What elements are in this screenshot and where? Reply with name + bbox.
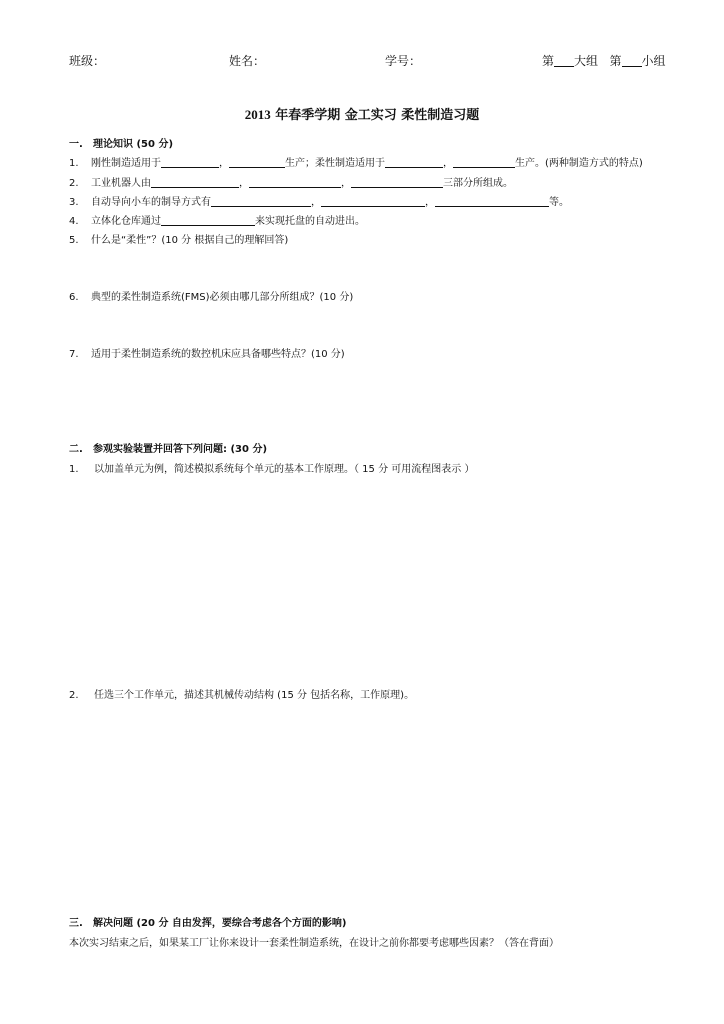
question-2-2: 2. 任选三个工作单元，描述其机械传动结构 (15 分 包括名称，工作原理)。 <box>69 690 415 701</box>
group-label <box>542 52 666 69</box>
name-label: 姓名： <box>229 54 266 68</box>
answer-blank[interactable] <box>385 156 443 168</box>
question-1-1: 1. 刚性制造适用于 ， 生产；柔性制造适用于 ， 生产。(两种制造方式的特点) <box>69 158 643 169</box>
answer-blank[interactable] <box>161 156 219 168</box>
section-2-heading: 二. 参观实验装置并回答下列问题: (30 分) <box>69 444 268 455</box>
group-small-suffix: 小组 <box>641 54 666 68</box>
group-big-prefix: 第 <box>542 54 555 68</box>
section-3-question: 本次实习结束之后，如果某工厂让你来设计一套柔性制造系统，在设计之前你都要考虑哪些因素？（答在背面） <box>69 938 559 949</box>
title-year: 2013 <box>244 107 271 122</box>
group-small-prefix: 第 <box>609 54 622 68</box>
section-1-heading: 一. 理论知识 (50 分) <box>69 139 174 150</box>
answer-blank[interactable] <box>321 195 425 207</box>
class-label: 班级： <box>69 54 106 68</box>
answer-blank[interactable] <box>229 156 285 168</box>
page-title <box>0 104 724 123</box>
answer-blank[interactable] <box>435 195 549 207</box>
answer-blank[interactable] <box>161 214 255 226</box>
question-1-6: 6. 典型的柔性制造系统(FMS)必须由哪几部分所组成？(10 分) <box>69 292 354 303</box>
question-1-5: 5. 什么是“柔性”？(10 分 根据自己的理解回答) <box>69 235 289 246</box>
answer-blank[interactable] <box>249 176 341 188</box>
group-big-blank[interactable] <box>554 54 574 67</box>
question-1-2: 2. 工业机器人由 ， ， 三部分所组成。 <box>69 178 513 189</box>
answer-blank[interactable] <box>211 195 311 207</box>
group-small-blank[interactable] <box>622 54 642 67</box>
title-text: 年春季学期 金工实习 柔性制造习题 <box>275 108 480 123</box>
question-1-3: 3. 自动导向小车的制导方式有 ， ， 等。 <box>69 197 569 208</box>
group-big-suffix: 大组 <box>574 54 599 68</box>
question-2-1: 1. 以加盖单元为例，简述模拟系统每个单元的基本工作原理。（ 15 分 可用流程图表示 ） <box>69 464 475 475</box>
answer-blank[interactable] <box>453 156 515 168</box>
student-id-label: 学号： <box>385 54 422 68</box>
question-1-4: 4. 立体化仓库通过 来实现托盘的自动进出。 <box>69 216 365 227</box>
section-3-heading: 三. 解决问题 (20 分 自由发挥，要综合考虑各个方面的影响) <box>69 918 347 929</box>
answer-blank[interactable] <box>351 176 443 188</box>
question-1-7: 7. 适用于柔性制造系统的数控机床应具备哪些特点？(10 分) <box>69 349 345 360</box>
answer-blank[interactable] <box>151 176 239 188</box>
